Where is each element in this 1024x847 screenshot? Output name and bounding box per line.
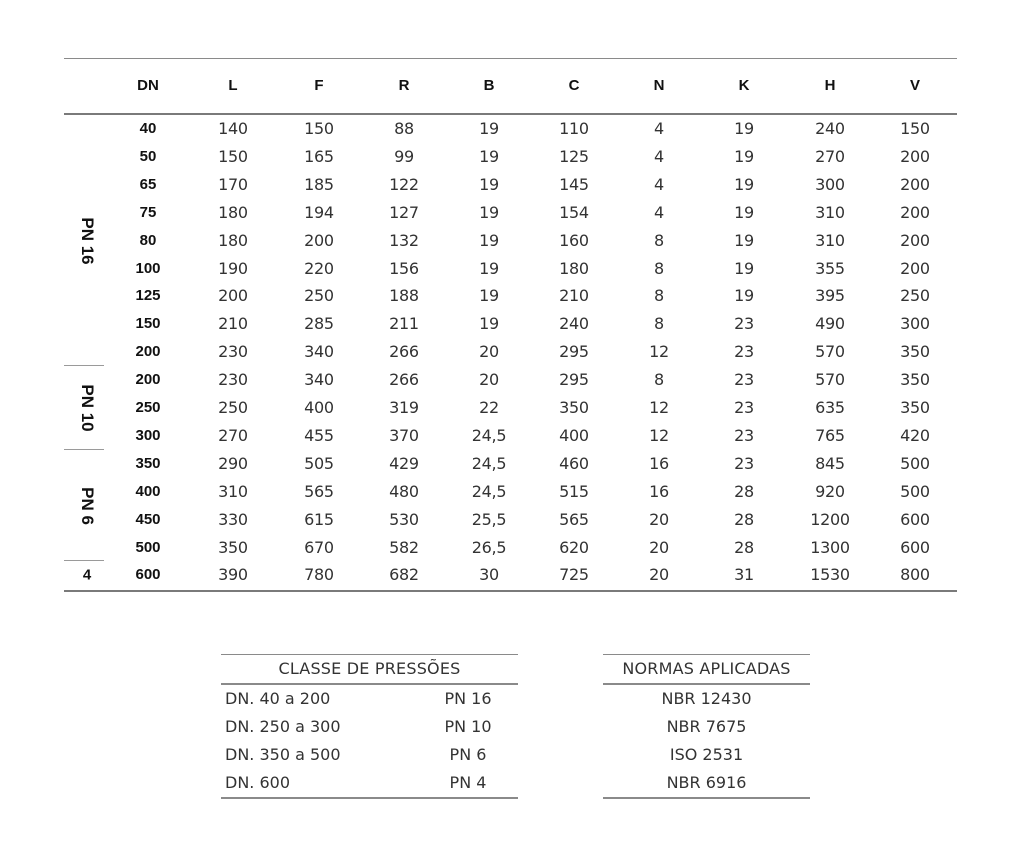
value-cell-c: 160	[559, 230, 589, 250]
table-row	[64, 394, 957, 422]
value-cell-v: 200	[900, 230, 930, 250]
value-cell-n: 4	[654, 146, 664, 166]
value-cell-f: 340	[304, 370, 334, 390]
table-row	[64, 255, 957, 283]
value-cell-b: 22	[479, 398, 499, 417]
value-cell-r: 156	[389, 258, 419, 278]
value-cell-l: 170	[218, 174, 248, 194]
value-cell-b: 20	[479, 370, 499, 390]
column-header-l: L	[228, 77, 238, 94]
pressure-class-row	[221, 685, 518, 713]
value-cell-f: 200	[304, 230, 334, 250]
value-cell-h: 765	[815, 425, 845, 445]
value-cell-l: 230	[218, 342, 248, 362]
pressure-class: PN 10	[444, 717, 492, 736]
value-cell-f: 165	[304, 146, 334, 166]
value-cell-b: 20	[479, 342, 499, 362]
value-cell-h: 240	[815, 119, 845, 138]
value-cell-c: 620	[559, 537, 589, 557]
value-cell-l: 150	[218, 146, 248, 166]
value-cell-c: 110	[559, 119, 589, 138]
group-label: PN 10	[78, 384, 97, 432]
column-header-v: V	[909, 77, 920, 94]
value-cell-v: 300	[900, 314, 930, 334]
value-cell-k: 28	[734, 481, 754, 501]
value-cell-b: 19	[479, 202, 499, 222]
value-cell-r: 370	[389, 425, 419, 445]
value-cell-n: 16	[649, 481, 669, 501]
value-cell-c: 565	[559, 509, 589, 529]
value-cell-b: 19	[479, 286, 499, 306]
group-separator	[64, 365, 104, 366]
value-cell-v: 350	[900, 398, 930, 417]
value-cell-n: 4	[654, 119, 664, 138]
dn-cell: 200	[135, 371, 161, 389]
value-cell-r: 530	[389, 509, 419, 529]
value-cell-l: 180	[218, 202, 248, 222]
value-cell-n: 8	[654, 230, 664, 250]
dn-cell: 80	[139, 231, 157, 249]
value-cell-f: 220	[304, 258, 334, 278]
dn-cell: 125	[135, 287, 161, 305]
value-cell-n: 20	[649, 509, 669, 529]
pressure-class: PN 4	[449, 773, 487, 792]
dn-cell: 200	[135, 343, 161, 361]
value-cell-c: 180	[559, 258, 589, 278]
value-cell-k: 19	[734, 119, 754, 138]
value-cell-v: 250	[900, 286, 930, 306]
value-cell-n: 8	[654, 314, 664, 334]
pressure-class-row	[221, 769, 518, 797]
standards-bottom-rule	[603, 797, 810, 799]
group-pn6	[64, 450, 110, 562]
value-cell-b: 19	[479, 146, 499, 166]
value-cell-b: 24,5	[471, 481, 507, 501]
value-cell-c: 295	[559, 370, 589, 390]
value-cell-h: 570	[815, 370, 845, 390]
value-cell-k: 19	[734, 230, 754, 250]
value-cell-c: 154	[559, 202, 589, 222]
table-row	[64, 338, 957, 366]
table-bottom-rule	[64, 590, 957, 592]
value-cell-n: 12	[649, 398, 669, 417]
value-cell-c: 400	[559, 425, 589, 445]
value-cell-v: 600	[900, 537, 930, 557]
value-cell-f: 194	[304, 202, 334, 222]
value-cell-f: 505	[304, 453, 334, 473]
value-cell-r: 188	[389, 286, 419, 306]
value-cell-r: 480	[389, 481, 419, 501]
standard-item: NBR 12430	[661, 689, 752, 708]
value-cell-f: 285	[304, 314, 334, 334]
applied-standards-table	[603, 654, 810, 799]
value-cell-h: 395	[815, 286, 845, 306]
table-row	[64, 534, 957, 562]
dn-cell: 450	[135, 510, 161, 528]
value-cell-b: 19	[479, 258, 499, 278]
value-cell-f: 615	[304, 509, 334, 529]
dn-range: DN. 40 a 200	[225, 689, 331, 708]
dn-cell: 75	[139, 203, 157, 221]
table-row	[64, 282, 957, 310]
value-cell-l: 310	[218, 481, 248, 501]
value-cell-l: 140	[218, 119, 248, 138]
value-cell-h: 1300	[810, 537, 850, 557]
table-header-row	[64, 75, 957, 97]
value-cell-l: 250	[218, 398, 248, 417]
dn-cell: 250	[135, 399, 161, 416]
value-cell-k: 23	[734, 425, 754, 445]
value-cell-v: 350	[900, 342, 930, 362]
group-separator	[64, 449, 104, 450]
dn-cell: 350	[135, 454, 161, 472]
dn-cell: 65	[139, 175, 157, 193]
value-cell-h: 920	[815, 481, 845, 501]
value-cell-n: 12	[649, 342, 669, 362]
value-cell-h: 635	[815, 398, 845, 417]
value-cell-v: 500	[900, 453, 930, 473]
value-cell-c: 145	[559, 174, 589, 194]
standards-title: NORMAS APLICADAS	[622, 659, 791, 678]
value-cell-r: 127	[389, 202, 419, 222]
standard-item: NBR 6916	[666, 773, 747, 792]
pressure-class-row	[221, 741, 518, 769]
value-cell-l: 330	[218, 509, 248, 529]
table-row	[64, 143, 957, 171]
value-cell-n: 20	[649, 565, 669, 585]
table-row	[64, 366, 957, 394]
value-cell-v: 420	[900, 425, 930, 445]
group-pn16	[64, 115, 110, 366]
value-cell-k: 28	[734, 537, 754, 557]
value-cell-c: 295	[559, 342, 589, 362]
value-cell-k: 23	[734, 314, 754, 334]
table-row	[64, 227, 957, 255]
pressure-class-row	[221, 713, 518, 741]
value-cell-h: 270	[815, 146, 845, 166]
value-cell-k: 23	[734, 370, 754, 390]
value-cell-l: 290	[218, 453, 248, 473]
value-cell-r: 99	[394, 146, 414, 166]
value-cell-l: 200	[218, 286, 248, 306]
value-cell-k: 19	[734, 146, 754, 166]
value-cell-b: 30	[479, 565, 499, 585]
value-cell-n: 4	[654, 202, 664, 222]
value-cell-n: 20	[649, 537, 669, 557]
table-row	[64, 171, 957, 199]
table-row	[64, 450, 957, 478]
value-cell-r: 266	[389, 342, 419, 362]
value-cell-l: 350	[218, 537, 248, 557]
value-cell-c: 240	[559, 314, 589, 334]
dn-range: DN. 600	[225, 773, 290, 792]
value-cell-v: 150	[900, 119, 930, 138]
value-cell-f: 340	[304, 342, 334, 362]
value-cell-n: 8	[654, 286, 664, 306]
value-cell-c: 350	[559, 398, 589, 417]
value-cell-n: 8	[654, 370, 664, 390]
dn-cell: 600	[135, 566, 161, 584]
column-header-f: F	[314, 77, 324, 94]
value-cell-l: 270	[218, 425, 248, 445]
value-cell-k: 19	[734, 202, 754, 222]
dn-cell: 40	[139, 120, 157, 137]
value-cell-r: 132	[389, 230, 419, 250]
value-cell-v: 200	[900, 146, 930, 166]
table-row	[64, 422, 957, 450]
dn-cell: 400	[135, 482, 161, 500]
value-cell-k: 23	[734, 342, 754, 362]
dn-cell: 500	[135, 538, 161, 556]
table-row	[64, 199, 957, 227]
value-cell-b: 19	[479, 119, 499, 138]
table-row	[64, 310, 957, 338]
value-cell-c: 125	[559, 146, 589, 166]
group-pn4	[64, 561, 110, 589]
pressure-class-table	[221, 654, 518, 799]
value-cell-h: 490	[815, 314, 845, 334]
value-cell-v: 600	[900, 509, 930, 529]
value-cell-v: 200	[900, 258, 930, 278]
value-cell-f: 400	[304, 398, 334, 417]
value-cell-r: 582	[389, 537, 419, 557]
pressure-class-title: CLASSE DE PRESSÕES	[278, 659, 461, 678]
column-header-r: R	[398, 77, 410, 94]
value-cell-b: 25,5	[471, 509, 507, 529]
group-label: PN 6	[78, 486, 97, 525]
value-cell-c: 460	[559, 453, 589, 473]
column-header-h: H	[824, 77, 836, 94]
value-cell-f: 670	[304, 537, 334, 557]
standard-item: NBR 7675	[666, 717, 747, 736]
dn-cell: 100	[135, 259, 161, 277]
value-cell-k: 28	[734, 509, 754, 529]
value-cell-n: 4	[654, 174, 664, 194]
table-top-rule	[64, 58, 957, 59]
dn-cell: 150	[135, 315, 161, 333]
value-cell-k: 19	[734, 174, 754, 194]
group-separator	[64, 560, 104, 561]
value-cell-f: 565	[304, 481, 334, 501]
dn-range: DN. 350 a 500	[225, 745, 341, 764]
value-cell-v: 350	[900, 370, 930, 390]
value-cell-c: 515	[559, 481, 589, 501]
value-cell-f: 250	[304, 286, 334, 306]
value-cell-c: 725	[559, 565, 589, 585]
dn-cell: 50	[139, 147, 157, 165]
value-cell-h: 310	[815, 202, 845, 222]
value-cell-b: 19	[479, 230, 499, 250]
value-cell-r: 88	[394, 119, 414, 138]
value-cell-b: 24,5	[471, 453, 507, 473]
pressure-class: PN 16	[444, 689, 492, 708]
pressure-class-bottom-rule	[221, 797, 518, 799]
dn-range: DN. 250 a 300	[225, 717, 341, 736]
value-cell-l: 210	[218, 314, 248, 334]
value-cell-n: 16	[649, 453, 669, 473]
value-cell-n: 8	[654, 258, 664, 278]
value-cell-k: 19	[734, 258, 754, 278]
column-header-n: N	[653, 77, 665, 94]
table-row	[64, 478, 957, 506]
value-cell-r: 211	[389, 314, 419, 334]
value-cell-f: 185	[304, 174, 334, 194]
column-header-dn: DN	[137, 77, 159, 94]
value-cell-c: 210	[559, 286, 589, 306]
table-row	[64, 115, 957, 143]
pressure-class: PN 6	[449, 745, 487, 764]
column-header-b: B	[483, 77, 495, 94]
value-cell-l: 190	[218, 258, 248, 278]
value-cell-r: 682	[389, 565, 419, 585]
dn-cell: 300	[135, 426, 161, 444]
value-cell-v: 800	[900, 565, 930, 585]
value-cell-b: 24,5	[471, 425, 507, 445]
value-cell-h: 1530	[810, 565, 850, 585]
value-cell-r: 266	[389, 370, 419, 390]
value-cell-n: 12	[649, 425, 669, 445]
value-cell-h: 300	[815, 174, 845, 194]
group-pn10	[64, 366, 110, 450]
table-row	[64, 506, 957, 534]
value-cell-v: 200	[900, 202, 930, 222]
value-cell-v: 500	[900, 481, 930, 501]
value-cell-b: 19	[479, 314, 499, 334]
value-cell-k: 23	[734, 398, 754, 417]
value-cell-h: 845	[815, 453, 845, 473]
value-cell-b: 26,5	[471, 537, 507, 557]
group-label: 4	[82, 566, 92, 584]
value-cell-r: 122	[389, 174, 419, 194]
value-cell-r: 319	[389, 398, 419, 417]
value-cell-h: 355	[815, 258, 845, 278]
value-cell-b: 19	[479, 174, 499, 194]
value-cell-k: 31	[734, 565, 754, 585]
column-header-c: C	[568, 77, 580, 94]
value-cell-h: 1200	[810, 509, 850, 529]
standard-item: ISO 2531	[669, 745, 744, 764]
value-cell-f: 455	[304, 425, 334, 445]
value-cell-h: 310	[815, 230, 845, 250]
value-cell-l: 390	[218, 565, 248, 585]
value-cell-k: 23	[734, 453, 754, 473]
value-cell-l: 180	[218, 230, 248, 250]
value-cell-f: 150	[304, 119, 334, 138]
value-cell-l: 230	[218, 370, 248, 390]
table-row	[64, 561, 957, 589]
value-cell-r: 429	[389, 453, 419, 473]
value-cell-v: 200	[900, 174, 930, 194]
value-cell-f: 780	[304, 565, 334, 585]
value-cell-k: 19	[734, 286, 754, 306]
group-label: PN 16	[78, 216, 97, 265]
column-header-k: K	[738, 77, 750, 94]
value-cell-h: 570	[815, 342, 845, 362]
